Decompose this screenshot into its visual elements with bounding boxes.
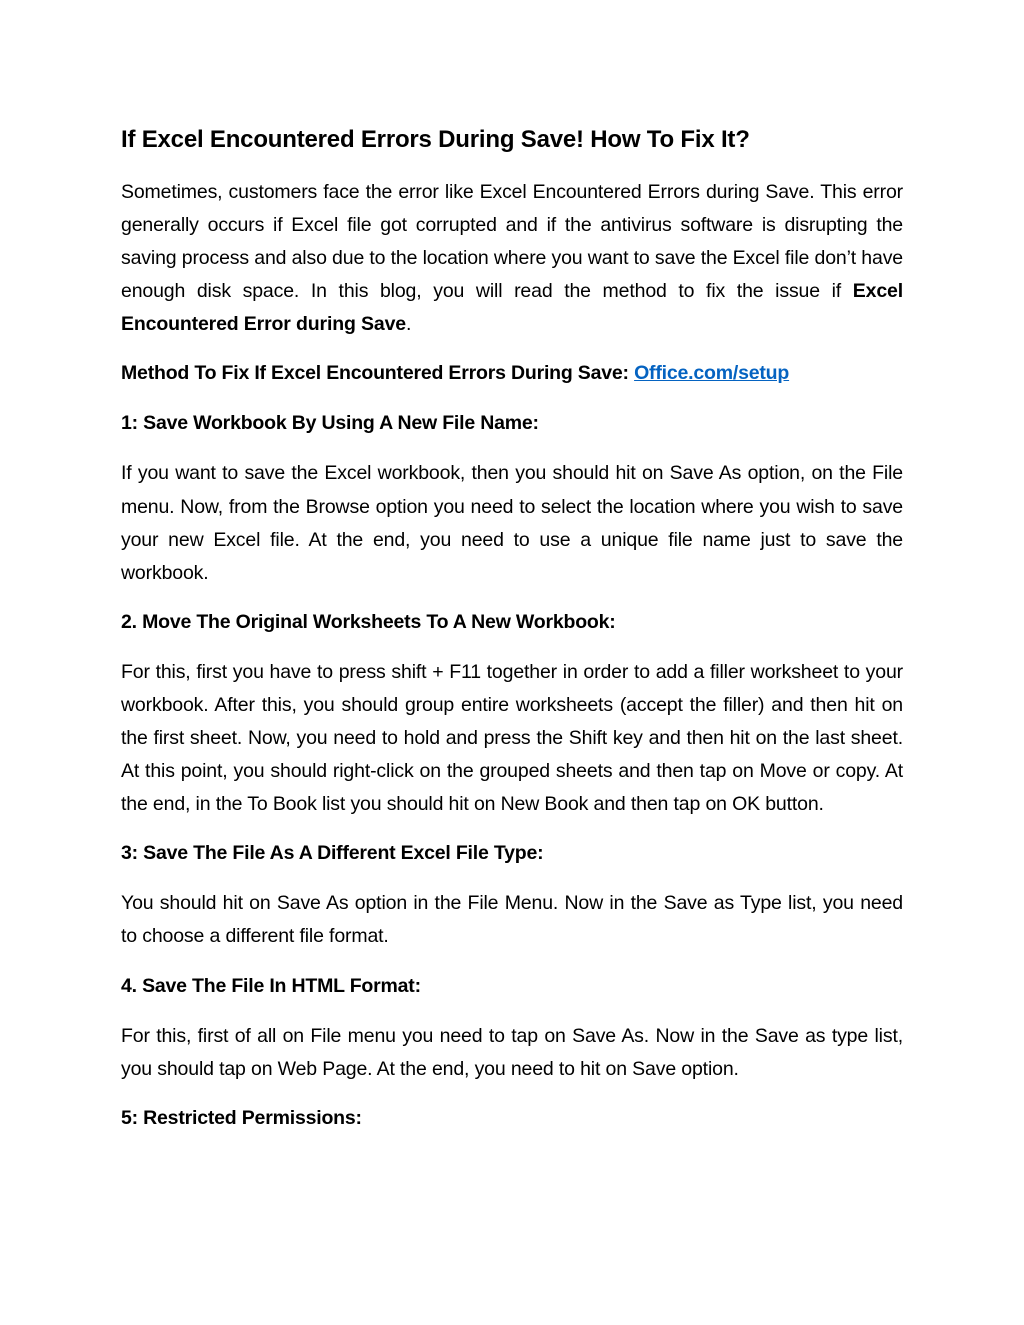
document-title: If Excel Encountered Errors During Save! How To Fix It? (121, 126, 750, 153)
section-body: If you want to save the Excel workbook, then you should hit on Save As option, on the File menu. Now, from the Browse option you need to select the location where you wish to save your new Excel file. At the end, you need to use a unique file name just to save the workbook. (121, 462, 903, 584)
section-body: For this, first of all on File menu you need to tap on Save As. Now in the Save as type list, you should tap on Web Page. At the end, you need to hit on Save option. (121, 1024, 903, 1080)
section-3 (121, 837, 903, 953)
method-heading (121, 357, 903, 390)
section-heading: 3: Save The File As A Different Excel File Type: (121, 842, 544, 865)
section-body: You should hit on Save As option in the File Menu. Now in the Save as Type list, you need to choose a different file format. (121, 892, 903, 948)
intro-text-end: . (405, 313, 412, 336)
section-heading: 1: Save Workbook By Using A New File Name: (121, 412, 539, 435)
section-heading: 2. Move The Original Worksheets To A New Workbook: (121, 610, 616, 633)
method-heading-label: Method To Fix If Excel Encountered Errors During Save: (121, 362, 635, 385)
office-setup-link[interactable]: Office.com/setup (634, 362, 790, 385)
intro-paragraph (121, 176, 903, 341)
section-4 (121, 970, 903, 1086)
section-heading: 4. Save The File In HTML Format: (121, 974, 421, 997)
section-2 (121, 606, 903, 821)
document-page (121, 118, 903, 1152)
section-5 (121, 1102, 903, 1135)
intro-bold-text: Excel Encountered Error during Save (121, 280, 903, 336)
section-1 (121, 407, 903, 589)
section-body: For this, first you have to press shift + F11 together in order to add a filler worksheet to your workbook. After this, you should group entire worksheets (accept the filler) and then hit on the first sheet. Now, you need to hold and press the Shift key and then hit on the last sheet. At this point, you should right-click on the grouped sheets and then tap on Move or copy. At the end, in the To Book list you should hit on New Book and then tap on OK button. (121, 660, 903, 816)
intro-text: Sometimes, customers face the error like Excel Encountered Errors during Save. This error generally occurs if Excel file got corrupted and if the antivirus software is disrupting the saving process and also due to the location where you want to save the Excel file don’t have enough disk space. In this blog, you will read the method to fix the issue if (121, 181, 903, 303)
section-heading: 5: Restricted Permissions: (121, 1106, 362, 1129)
